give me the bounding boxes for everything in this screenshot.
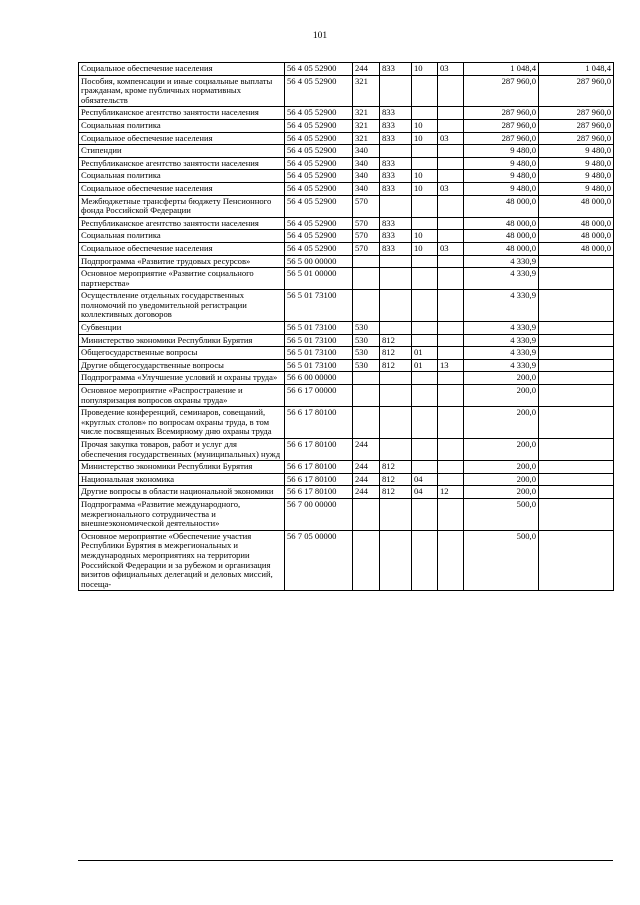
expense-type-cell: 570 — [353, 217, 380, 230]
table-row — [79, 498, 614, 530]
section-cell: 10 — [412, 132, 438, 145]
program-code-cell: 56 6 17 80100 — [285, 407, 353, 439]
item-name-cell: Республиканское агентство занятости населения — [79, 217, 285, 230]
section-cell — [412, 385, 438, 407]
administrator-code-cell: 812 — [380, 461, 412, 474]
section-cell: 10 — [412, 63, 438, 76]
expense-type-cell: 244 — [353, 486, 380, 499]
administrator-code-cell: 833 — [380, 63, 412, 76]
item-name-cell: Национальная экономика — [79, 473, 285, 486]
program-code-cell: 56 6 00 00000 — [285, 372, 353, 385]
subsection-cell — [438, 407, 464, 439]
table-row — [79, 372, 614, 385]
amount-cell-2: 48 000,0 — [539, 217, 614, 230]
section-cell — [412, 334, 438, 347]
expense-type-cell: 570 — [353, 195, 380, 217]
amount-cell-1: 9 480,0 — [464, 182, 539, 195]
section-cell — [412, 498, 438, 530]
item-name-cell: Социальная политика — [79, 230, 285, 243]
subsection-cell — [438, 145, 464, 158]
subsection-cell — [438, 255, 464, 268]
table-row — [79, 322, 614, 335]
administrator-code-cell: 812 — [380, 486, 412, 499]
program-code-cell: 56 7 05 00000 — [285, 530, 353, 591]
amount-cell-2: 9 480,0 — [539, 170, 614, 183]
amount-cell-2 — [539, 407, 614, 439]
amount-cell-1: 287 960,0 — [464, 107, 539, 120]
amount-cell-2: 9 480,0 — [539, 145, 614, 158]
subsection-cell — [438, 498, 464, 530]
amount-cell-1: 48 000,0 — [464, 242, 539, 255]
amount-cell-2 — [539, 268, 614, 290]
item-name-cell: Осуществление отдельных государственных полномочий по уведомительной регистрации коллективных договоров — [79, 290, 285, 322]
administrator-code-cell — [380, 255, 412, 268]
item-name-cell: Основное мероприятие «Обеспечение участия Республики Бурятия в межрегиональных и международных мероприятиях на территории Российской Федерации и за рубежом и организация визитов официальных делегаций и деловых миссий, посеща- — [79, 530, 285, 591]
program-code-cell: 56 6 17 80100 — [285, 461, 353, 474]
section-cell — [412, 322, 438, 335]
section-cell — [412, 75, 438, 107]
amount-cell-2 — [539, 486, 614, 499]
expense-type-cell: 244 — [353, 63, 380, 76]
administrator-code-cell: 833 — [380, 230, 412, 243]
subsection-cell — [438, 290, 464, 322]
item-name-cell: Социальное обеспечение населения — [79, 63, 285, 76]
item-name-cell: Подпрограмма «Развитие международного, межрегионального сотрудничества и внешнеэкономической деятельности» — [79, 498, 285, 530]
expense-type-cell: 570 — [353, 230, 380, 243]
expense-type-cell: 530 — [353, 322, 380, 335]
program-code-cell: 56 6 17 80100 — [285, 486, 353, 499]
amount-cell-2: 287 960,0 — [539, 107, 614, 120]
amount-cell-1: 500,0 — [464, 530, 539, 591]
table-row — [79, 473, 614, 486]
amount-cell-2 — [539, 473, 614, 486]
amount-cell-1: 200,0 — [464, 439, 539, 461]
amount-cell-2: 9 480,0 — [539, 157, 614, 170]
administrator-code-cell — [380, 372, 412, 385]
amount-cell-1: 4 330,9 — [464, 359, 539, 372]
section-cell — [412, 290, 438, 322]
table-row — [79, 530, 614, 591]
administrator-code-cell: 812 — [380, 359, 412, 372]
item-name-cell: Пособия, компенсации и иные социальные выплаты гражданам, кроме публичных нормативных обязательств — [79, 75, 285, 107]
amount-cell-2 — [539, 461, 614, 474]
amount-cell-2 — [539, 322, 614, 335]
amount-cell-2: 287 960,0 — [539, 119, 614, 132]
item-name-cell: Проведение конференций, семинаров, совещаний, «круглых столов» по вопросам охраны труда, в том числе посвященных Всемирному дню охраны труда — [79, 407, 285, 439]
amount-cell-1: 200,0 — [464, 407, 539, 439]
section-cell: 10 — [412, 170, 438, 183]
amount-cell-1: 200,0 — [464, 461, 539, 474]
subsection-cell — [438, 439, 464, 461]
program-code-cell: 56 4 05 52900 — [285, 230, 353, 243]
section-cell — [412, 268, 438, 290]
amount-cell-1: 4 330,9 — [464, 255, 539, 268]
amount-cell-2: 48 000,0 — [539, 230, 614, 243]
section-cell — [412, 195, 438, 217]
amount-cell-1: 9 480,0 — [464, 157, 539, 170]
administrator-code-cell: 833 — [380, 242, 412, 255]
table-row — [79, 157, 614, 170]
administrator-code-cell — [380, 439, 412, 461]
amount-cell-2 — [539, 530, 614, 591]
section-cell: 10 — [412, 119, 438, 132]
table-row — [79, 407, 614, 439]
program-code-cell: 56 4 05 52900 — [285, 75, 353, 107]
table-row — [79, 461, 614, 474]
subsection-cell — [438, 347, 464, 360]
expense-type-cell — [353, 530, 380, 591]
table-row — [79, 170, 614, 183]
expense-type-cell: 321 — [353, 119, 380, 132]
administrator-code-cell — [380, 145, 412, 158]
administrator-code-cell: 833 — [380, 170, 412, 183]
subsection-cell — [438, 530, 464, 591]
item-name-cell: Социальное обеспечение населения — [79, 132, 285, 145]
program-code-cell: 56 6 17 80100 — [285, 473, 353, 486]
administrator-code-cell: 833 — [380, 132, 412, 145]
expense-type-cell: 244 — [353, 439, 380, 461]
table-row — [79, 195, 614, 217]
subsection-cell — [438, 334, 464, 347]
item-name-cell: Социальная политика — [79, 119, 285, 132]
table-row — [79, 230, 614, 243]
amount-cell-2 — [539, 347, 614, 360]
program-code-cell: 56 6 17 80100 — [285, 439, 353, 461]
administrator-code-cell: 833 — [380, 182, 412, 195]
program-code-cell: 56 6 17 00000 — [285, 385, 353, 407]
table-row — [79, 63, 614, 76]
section-cell — [412, 439, 438, 461]
amount-cell-2: 9 480,0 — [539, 182, 614, 195]
program-code-cell: 56 5 01 73100 — [285, 322, 353, 335]
expense-type-cell: 340 — [353, 170, 380, 183]
amount-cell-1: 4 330,9 — [464, 334, 539, 347]
section-cell — [412, 157, 438, 170]
amount-cell-2 — [539, 498, 614, 530]
program-code-cell: 56 5 01 73100 — [285, 347, 353, 360]
subsection-cell: 03 — [438, 242, 464, 255]
item-name-cell: Республиканское агентство занятости населения — [79, 107, 285, 120]
item-name-cell: Стипендии — [79, 145, 285, 158]
section-cell: 10 — [412, 242, 438, 255]
amount-cell-2 — [539, 359, 614, 372]
amount-cell-2 — [539, 290, 614, 322]
program-code-cell: 56 7 00 00000 — [285, 498, 353, 530]
expense-type-cell: 530 — [353, 334, 380, 347]
table-row — [79, 486, 614, 499]
table-row — [79, 385, 614, 407]
expense-type-cell: 530 — [353, 347, 380, 360]
item-name-cell: Подпрограмма «Развитие трудовых ресурсов» — [79, 255, 285, 268]
amount-cell-2: 48 000,0 — [539, 242, 614, 255]
amount-cell-1: 500,0 — [464, 498, 539, 530]
subsection-cell — [438, 322, 464, 335]
administrator-code-cell — [380, 385, 412, 407]
subsection-cell — [438, 268, 464, 290]
subsection-cell — [438, 170, 464, 183]
program-code-cell: 56 4 05 52900 — [285, 63, 353, 76]
amount-cell-1: 48 000,0 — [464, 217, 539, 230]
table-row — [79, 119, 614, 132]
amount-cell-1: 1 048,4 — [464, 63, 539, 76]
section-cell — [412, 530, 438, 591]
expense-type-cell — [353, 498, 380, 530]
item-name-cell: Республиканское агентство занятости населения — [79, 157, 285, 170]
amount-cell-1: 4 330,9 — [464, 322, 539, 335]
amount-cell-1: 9 480,0 — [464, 170, 539, 183]
subsection-cell — [438, 230, 464, 243]
table-row — [79, 182, 614, 195]
page-number: 101 — [312, 31, 328, 41]
program-code-cell: 56 5 01 73100 — [285, 290, 353, 322]
amount-cell-1: 287 960,0 — [464, 75, 539, 107]
section-cell: 10 — [412, 182, 438, 195]
table-row — [79, 132, 614, 145]
administrator-code-cell: 812 — [380, 334, 412, 347]
subsection-cell: 03 — [438, 63, 464, 76]
table-row — [79, 439, 614, 461]
table-row — [79, 255, 614, 268]
table-row — [79, 359, 614, 372]
amount-cell-2 — [539, 334, 614, 347]
table-row — [79, 347, 614, 360]
subsection-cell: 03 — [438, 132, 464, 145]
expense-type-cell — [353, 290, 380, 322]
amount-cell-2 — [539, 385, 614, 407]
program-code-cell: 56 5 01 73100 — [285, 359, 353, 372]
expense-type-cell: 340 — [353, 145, 380, 158]
program-code-cell: 56 4 05 52900 — [285, 107, 353, 120]
administrator-code-cell: 812 — [380, 347, 412, 360]
expense-type-cell: 321 — [353, 75, 380, 107]
subsection-cell — [438, 385, 464, 407]
item-name-cell: Основное мероприятие «Развитие социального партнерства» — [79, 268, 285, 290]
program-code-cell: 56 5 01 00000 — [285, 268, 353, 290]
amount-cell-2 — [539, 255, 614, 268]
amount-cell-2: 1 048,4 — [539, 63, 614, 76]
administrator-code-cell — [380, 530, 412, 591]
program-code-cell: 56 4 05 52900 — [285, 242, 353, 255]
expense-type-cell — [353, 407, 380, 439]
amount-cell-1: 48 000,0 — [464, 230, 539, 243]
amount-cell-1: 287 960,0 — [464, 132, 539, 145]
amount-cell-1: 200,0 — [464, 486, 539, 499]
administrator-code-cell: 812 — [380, 473, 412, 486]
expense-type-cell: 321 — [353, 107, 380, 120]
section-cell: 01 — [412, 347, 438, 360]
administrator-code-cell — [380, 407, 412, 439]
subsection-cell: 13 — [438, 359, 464, 372]
program-code-cell: 56 4 05 52900 — [285, 170, 353, 183]
item-name-cell: Подпрограмма «Улучшение условий и охраны труда» — [79, 372, 285, 385]
budget-table — [78, 62, 614, 591]
amount-cell-1: 4 330,9 — [464, 290, 539, 322]
subsection-cell — [438, 157, 464, 170]
expense-type-cell — [353, 372, 380, 385]
item-name-cell: Министерство экономики Республики Бурятия — [79, 334, 285, 347]
administrator-code-cell — [380, 195, 412, 217]
section-cell — [412, 255, 438, 268]
expense-type-cell: 244 — [353, 461, 380, 474]
administrator-code-cell — [380, 268, 412, 290]
expense-type-cell: 340 — [353, 182, 380, 195]
amount-cell-2: 48 000,0 — [539, 195, 614, 217]
administrator-code-cell: 833 — [380, 119, 412, 132]
amount-cell-2 — [539, 372, 614, 385]
subsection-cell — [438, 461, 464, 474]
amount-cell-1: 48 000,0 — [464, 195, 539, 217]
administrator-code-cell — [380, 290, 412, 322]
section-cell — [412, 461, 438, 474]
program-code-cell: 56 4 05 52900 — [285, 132, 353, 145]
table-row — [79, 242, 614, 255]
section-cell: 04 — [412, 486, 438, 499]
table-row — [79, 268, 614, 290]
item-name-cell: Общегосударственные вопросы — [79, 347, 285, 360]
section-cell — [412, 407, 438, 439]
item-name-cell: Прочая закупка товаров, работ и услуг для обеспечения государственных (муниципальных) нужд — [79, 439, 285, 461]
item-name-cell: Министерство экономики Республики Бурятия — [79, 461, 285, 474]
table-row — [79, 290, 614, 322]
subsection-cell — [438, 372, 464, 385]
administrator-code-cell — [380, 75, 412, 107]
section-cell: 10 — [412, 230, 438, 243]
program-code-cell: 56 4 05 52900 — [285, 195, 353, 217]
amount-cell-1: 200,0 — [464, 385, 539, 407]
subsection-cell — [438, 473, 464, 486]
expense-type-cell — [353, 385, 380, 407]
expense-type-cell — [353, 268, 380, 290]
table-row — [79, 75, 614, 107]
section-cell — [412, 145, 438, 158]
expense-type-cell: 530 — [353, 359, 380, 372]
subsection-cell — [438, 217, 464, 230]
administrator-code-cell: 833 — [380, 217, 412, 230]
administrator-code-cell: 833 — [380, 157, 412, 170]
amount-cell-1: 4 330,9 — [464, 347, 539, 360]
program-code-cell: 56 4 05 52900 — [285, 145, 353, 158]
program-code-cell: 56 4 05 52900 — [285, 119, 353, 132]
subsection-cell — [438, 119, 464, 132]
subsection-cell — [438, 75, 464, 107]
item-name-cell: Межбюджетные трансферты бюджету Пенсионного фонда Российской Федерации — [79, 195, 285, 217]
administrator-code-cell — [380, 498, 412, 530]
expense-type-cell: 244 — [353, 473, 380, 486]
subsection-cell: 12 — [438, 486, 464, 499]
item-name-cell: Другие общегосударственные вопросы — [79, 359, 285, 372]
program-code-cell: 56 4 05 52900 — [285, 182, 353, 195]
item-name-cell: Субвенции — [79, 322, 285, 335]
item-name-cell: Другие вопросы в области национальной экономики — [79, 486, 285, 499]
program-code-cell: 56 4 05 52900 — [285, 157, 353, 170]
program-code-cell: 56 4 05 52900 — [285, 217, 353, 230]
table-bottom-edge — [78, 860, 613, 861]
amount-cell-1: 200,0 — [464, 372, 539, 385]
subsection-cell — [438, 195, 464, 217]
item-name-cell: Социальное обеспечение населения — [79, 242, 285, 255]
item-name-cell: Основное мероприятие «Распространение и популяризация вопросов охраны труда» — [79, 385, 285, 407]
amount-cell-1: 287 960,0 — [464, 119, 539, 132]
section-cell — [412, 107, 438, 120]
section-cell: 01 — [412, 359, 438, 372]
expense-type-cell: 340 — [353, 157, 380, 170]
section-cell — [412, 372, 438, 385]
amount-cell-1: 200,0 — [464, 473, 539, 486]
expense-type-cell: 570 — [353, 242, 380, 255]
administrator-code-cell: 833 — [380, 107, 412, 120]
amount-cell-2 — [539, 439, 614, 461]
item-name-cell: Социальная политика — [79, 170, 285, 183]
amount-cell-1: 4 330,9 — [464, 268, 539, 290]
table-row — [79, 107, 614, 120]
section-cell — [412, 217, 438, 230]
expense-type-cell: 321 — [353, 132, 380, 145]
table-row — [79, 145, 614, 158]
subsection-cell: 03 — [438, 182, 464, 195]
table-body — [79, 63, 614, 591]
program-code-cell: 56 5 01 73100 — [285, 334, 353, 347]
administrator-code-cell — [380, 322, 412, 335]
program-code-cell: 56 5 00 00000 — [285, 255, 353, 268]
expense-type-cell — [353, 255, 380, 268]
table-row — [79, 217, 614, 230]
table-row — [79, 334, 614, 347]
subsection-cell — [438, 107, 464, 120]
amount-cell-2: 287 960,0 — [539, 132, 614, 145]
section-cell: 04 — [412, 473, 438, 486]
item-name-cell: Социальное обеспечение населения — [79, 182, 285, 195]
amount-cell-1: 9 480,0 — [464, 145, 539, 158]
amount-cell-2: 287 960,0 — [539, 75, 614, 107]
